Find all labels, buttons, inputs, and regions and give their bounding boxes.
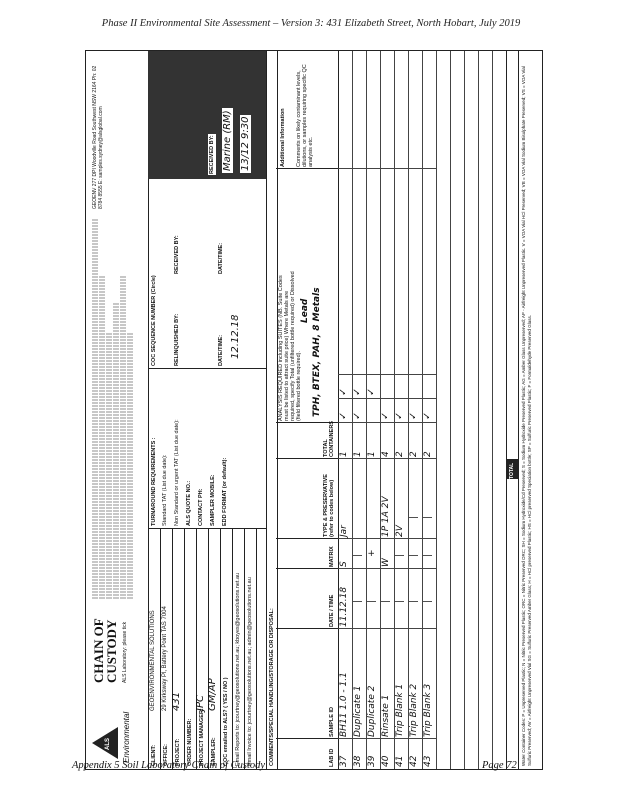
row-lab-id: 42	[409, 755, 419, 767]
table-row	[422, 51, 437, 769]
table-row	[352, 51, 367, 769]
row-lab-id: 39	[367, 755, 377, 767]
row-type: 2V	[395, 525, 405, 537]
total-label: TOTAL	[509, 462, 515, 479]
row-type-dash: |	[423, 515, 433, 519]
row-type: 1P 1A 2V	[381, 496, 391, 537]
row-lab-id: 43	[423, 755, 433, 767]
lab-received-by-label: RECEIVED BY:	[209, 135, 215, 174]
relinquished-datetime-label: DATE/TIME:	[218, 334, 224, 366]
logo-name: Environmental	[122, 711, 131, 763]
analysis-lead: Lead	[300, 298, 310, 323]
page-header: Phase II Environmental Site Assessment – Version 3: 431 Elizabeth Street, North Hobart, July 2019	[101, 18, 521, 29]
logo-text: ALS	[105, 738, 111, 750]
client-label: CLIENT:	[151, 744, 157, 766]
header-type-preservative: TYPE & PRESERVATIVE (refer to codes below)	[276, 458, 338, 539]
header-lab-id: LAB ID	[276, 738, 338, 769]
row-date-dash: |	[409, 599, 419, 603]
coc-emailed: COC emailed to ALS? ( YES / NO )	[223, 677, 229, 766]
header-analysis: ANALYSIS REQUIRED including SUITES (NB. Suite Codes must be listed to attract suite price) Where Metals are required, specify Total (unfiltered bottle required) or Dissolved (field filtered bottle required). TPH, BTEX, PAH, 8 Metals Lead	[276, 168, 338, 423]
row-date-dash: |	[423, 599, 433, 603]
table-row-empty	[436, 51, 451, 769]
row-matrix-dash: |	[409, 553, 419, 557]
row-matrix-dash: |	[423, 553, 433, 557]
row-total: 1	[367, 451, 377, 457]
turnaround-fields	[148, 368, 266, 529]
row-type: Jar	[339, 525, 349, 537]
office-value: 29 Kirksway Pl, Battery Point TAS 7004	[162, 606, 168, 711]
table-row	[394, 51, 409, 769]
lab-address-lines	[92, 219, 142, 599]
table-row	[338, 51, 353, 769]
header-total-containers: TOTAL CONTAINERS	[276, 422, 338, 459]
order-label: ORDER NUMBER:	[187, 718, 193, 766]
row-sample-id: Trip Blank 1	[395, 683, 405, 737]
row-total: 2	[395, 451, 405, 457]
form-title: CHAIN OF CUSTODY	[91, 618, 119, 683]
row-matrix-dash: |	[395, 553, 405, 557]
table-row-empty	[450, 51, 465, 769]
check-icon: ✓	[338, 387, 349, 396]
row-date: 11.12.18	[339, 586, 349, 627]
check-icon: ✓	[338, 411, 349, 420]
coc-sequence-label: COC SEQUENCE NUMBER (Circle)	[151, 275, 157, 366]
form-subtitle: ALS Laboratory: please tick	[122, 621, 128, 683]
row-sample-id: Trip Blank 2	[409, 683, 419, 737]
client-fields	[148, 528, 266, 769]
turnaround-standard: Standard TAT (List due date):	[162, 454, 168, 526]
analysis-suite: TPH, BTEX, PAH, 8 Metals	[312, 287, 322, 417]
row-sample-id: Rinsate 1	[381, 694, 391, 737]
row-date-dash: |	[367, 599, 377, 603]
lab-contact: GEOENV 277 DPI Woodville Road Southwest NSW 2164 Ph: 02 8784 8555 E: samples.sydney@alsglobal.com	[92, 65, 104, 209]
row-sample-id: Trip Blank 3	[423, 683, 433, 737]
row-lab-id: 37	[339, 755, 349, 767]
sampler-value: GM/AP	[207, 678, 218, 711]
lab-use-block	[148, 51, 266, 179]
row-sample-id: Duplicate 1	[353, 685, 363, 737]
row-date-dash: |	[395, 599, 405, 603]
email-invoice: Email Invoice to: jcourtney@geosolutions.net.au; admin@geosolutions.net.au	[247, 577, 253, 766]
table-row	[380, 51, 395, 769]
received-date: 13/12 9:30	[240, 116, 251, 171]
relinquished-date: 12.12.18	[230, 314, 241, 359]
row-type-dash: |	[409, 515, 419, 519]
row-total: 4	[381, 451, 391, 457]
client-value: GEOENVIRONMENTAL SOLUTIONS	[150, 610, 156, 711]
container-code-legend: Water Container Codes: P = Unpreserved Plastic; N = Nitric Preserved Plastic; ORC = Nitric Preserved ORC; SH = Sodium Hydroxide/Cd Preserved; S = Sodium Hydroxide Preserved Plastic; AG = Amber Glass Unpreserved; AP - Airfreight Unpreserved Plastic. V = VOA Vial HCl Preserved; VB = VOA Vial Sodium Bisulphate Preserved; VS = VOA Vial Sulfuric Preserved; AV = Airfreight Unpreserved Vial SG = Sulfuric Preserved Amber Glass; H = HCl preserved Plastic; HS = HCl preserved Speciation bottle; SP = Sulfuric Preserved Plastic; F = Formaldehyde Preserved Glass.	[518, 51, 542, 769]
form-top-band	[86, 51, 149, 769]
manager-label: PROJECT MANAGER:	[199, 708, 205, 766]
row-matrix-dash: +	[367, 549, 377, 557]
check-icon: ✓	[380, 411, 391, 420]
turnaround-nonstandard: Non Standard or urgent TAT (List due date):	[174, 419, 180, 526]
sample-table-header	[276, 51, 339, 769]
sampler-mobile-label: SAMPLER MOBILE:	[210, 474, 216, 526]
row-sample-id: Duplicate 2	[367, 685, 377, 737]
page-number: Page 72	[482, 760, 517, 771]
row-total: 1	[339, 451, 349, 457]
check-icon: ✓	[352, 411, 363, 420]
row-total: 2	[409, 451, 419, 457]
sampler-label: SAMPLER:	[211, 737, 217, 766]
row-total: 1	[353, 451, 363, 457]
relinquished-by-label: RELINQUISHED BY:	[174, 313, 180, 366]
project-value: 431	[171, 691, 182, 711]
check-icon: ✓	[352, 387, 363, 396]
header-additional-info: Additional Information Comments on likely contaminant levels, dilutions, or samples requiring specific QC analysis etc.	[280, 64, 314, 167]
row-date-dash: |	[381, 599, 391, 603]
row-matrix: W	[381, 558, 391, 567]
received-datetime-label: DATE/TIME:	[218, 242, 224, 274]
table-row-empty	[464, 51, 479, 769]
row-lab-id: 41	[395, 755, 405, 767]
office-label: OFFICE:	[163, 744, 169, 766]
contact-label: CONTACT PH:	[198, 488, 204, 526]
page-footer-left: Appendix 5 Soil Laboratory Chain of Custody	[72, 760, 266, 771]
row-lab-id: 40	[381, 755, 391, 767]
project-label: PROJECT:	[175, 738, 181, 766]
row-sample-id: BH11 1.0 - 1.1	[339, 672, 349, 737]
check-icon: ✓	[408, 411, 419, 420]
table-row	[408, 51, 423, 769]
row-lab-id: 38	[353, 755, 363, 767]
comments-label: COMMENTS/SPECIAL HANDLING/STORAGE OR DISPOSAL:	[269, 608, 275, 766]
received-signature: Marine (RM)	[222, 110, 233, 171]
manager-value: JPC	[195, 695, 206, 711]
edd-format-label: EDD FORMAT (or default):	[222, 457, 228, 526]
check-icon: ✓	[366, 387, 377, 396]
check-icon: ✓	[394, 411, 405, 420]
table-row	[366, 51, 381, 769]
row-date-dash: |	[353, 599, 363, 603]
email-invoice-row	[244, 529, 257, 769]
custody-fields	[148, 51, 266, 369]
header-matrix: MATRIX	[276, 538, 338, 569]
table-row-empty	[492, 51, 507, 769]
quote-label: ALS QUOTE NO.:	[186, 480, 192, 526]
email-reports: Email Reports to: jcourtney@geosolutions.net.au; kboyes@geosolutions.net.au	[235, 572, 241, 766]
header-date-time: DATE / TIME	[276, 568, 338, 629]
turnaround-label: TURNAROUND REQUIREMENTS :	[151, 437, 157, 526]
table-row-empty	[478, 51, 493, 769]
als-logo	[92, 689, 142, 763]
check-icon: ✓	[422, 411, 433, 420]
coc-form-wrapper	[85, 50, 543, 770]
row-total: 2	[423, 451, 433, 457]
row-matrix-dash: |	[353, 553, 363, 557]
row-matrix: S	[339, 561, 349, 567]
header-sample-id: SAMPLE ID	[276, 628, 338, 739]
chain-of-custody-form	[85, 50, 543, 770]
received-by-label: RECEIVED BY:	[174, 235, 180, 274]
